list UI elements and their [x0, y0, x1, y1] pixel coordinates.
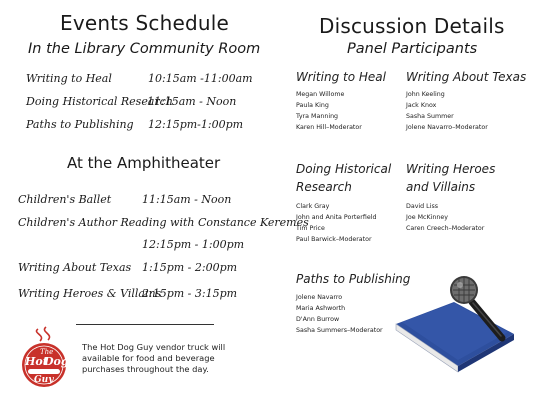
- panel-members: [406, 89, 488, 133]
- event-time: 10:15am -11:00am: [148, 72, 253, 85]
- event-time: 2:15pm - 3:15pm: [142, 287, 238, 300]
- member-name: Clark Gray: [296, 203, 330, 210]
- divider: [76, 324, 214, 325]
- member-name: D'Ann Burrow: [296, 316, 340, 323]
- vendor-note: The Hot Dog Guy vendor truck will available for food and beverage purchases throughout the day.: [82, 342, 226, 374]
- member-name: John and Anita Porterfield: [296, 214, 377, 221]
- event-name: Doing Historical Research: [26, 95, 173, 108]
- logo-hot-text: Hot: [25, 355, 48, 368]
- member-name: Karen Hill–Moderator: [296, 124, 362, 131]
- event-name: Writing Heroes & Villains: [18, 287, 162, 300]
- discussion-details-title: Discussion Details: [319, 14, 505, 38]
- event-time: 1:15pm - 2:00pm: [142, 261, 238, 274]
- member-name: Paul Barwick–Moderator: [296, 236, 372, 243]
- member-name: Sasha Summer: [406, 113, 454, 120]
- event-time: 12:15pm-1:00pm: [148, 118, 244, 131]
- panel-members: [296, 89, 362, 133]
- member-name: Caren Creech–Moderator: [406, 225, 485, 232]
- member-name: Jolene Navarro–Moderator: [406, 124, 488, 131]
- member-name: Jack Knox: [406, 102, 437, 109]
- panel-title: Writing to Heal: [296, 70, 386, 84]
- event-name: Children's Author Reading with Constance Keremes: [18, 216, 309, 229]
- book-and-microphone-illustration: [392, 272, 526, 374]
- panel-title: Writing Heroes: [406, 162, 496, 176]
- library-heading: In the Library Community Room: [28, 41, 261, 57]
- member-name: Jolene Navarro: [296, 294, 343, 301]
- amphitheater-heading: At the Amphitheater: [67, 154, 221, 172]
- member-name: Megan Willome: [296, 91, 345, 98]
- event-name: Paths to Publishing: [26, 118, 134, 131]
- member-name: Tyra Manning: [296, 113, 339, 120]
- panel-participants-subtitle: Panel Participants: [347, 41, 478, 57]
- event-time: 11:15am - Noon: [147, 95, 237, 108]
- member-name: Joe McKinney: [406, 214, 448, 221]
- member-name: David Liss: [406, 203, 439, 210]
- panel-members: [406, 201, 484, 234]
- panel-members: [296, 201, 376, 245]
- logo-dog-text: Dog: [44, 355, 69, 368]
- panel-title: Doing Historical: [296, 162, 392, 176]
- hot-dog-guy-logo: [18, 325, 70, 389]
- member-name: Paula King: [296, 102, 329, 109]
- panel-members: [296, 292, 383, 336]
- event-name: Writing to Heal: [26, 72, 112, 85]
- member-name: Tim Price: [296, 225, 325, 232]
- panel-title: Research: [296, 180, 352, 194]
- panel-title: Paths to Publishing: [296, 272, 411, 286]
- events-schedule-title: Events Schedule: [60, 11, 229, 35]
- event-time: 12:15pm - 1:00pm: [142, 238, 245, 251]
- member-name: John Keeling: [406, 91, 445, 98]
- logo-the-text: The: [40, 348, 54, 356]
- event-name: Children's Ballet: [18, 193, 112, 206]
- panel-title: Writing About Texas: [406, 70, 527, 84]
- logo-guy-text: Guy: [34, 375, 54, 385]
- panel-title: and Villains: [406, 180, 476, 194]
- event-name: Writing About Texas: [18, 261, 132, 274]
- event-time: 11:15am - Noon: [142, 193, 232, 206]
- member-name: Maria Ashworth: [296, 305, 346, 312]
- member-name: Sasha Summers–Moderator: [296, 327, 383, 334]
